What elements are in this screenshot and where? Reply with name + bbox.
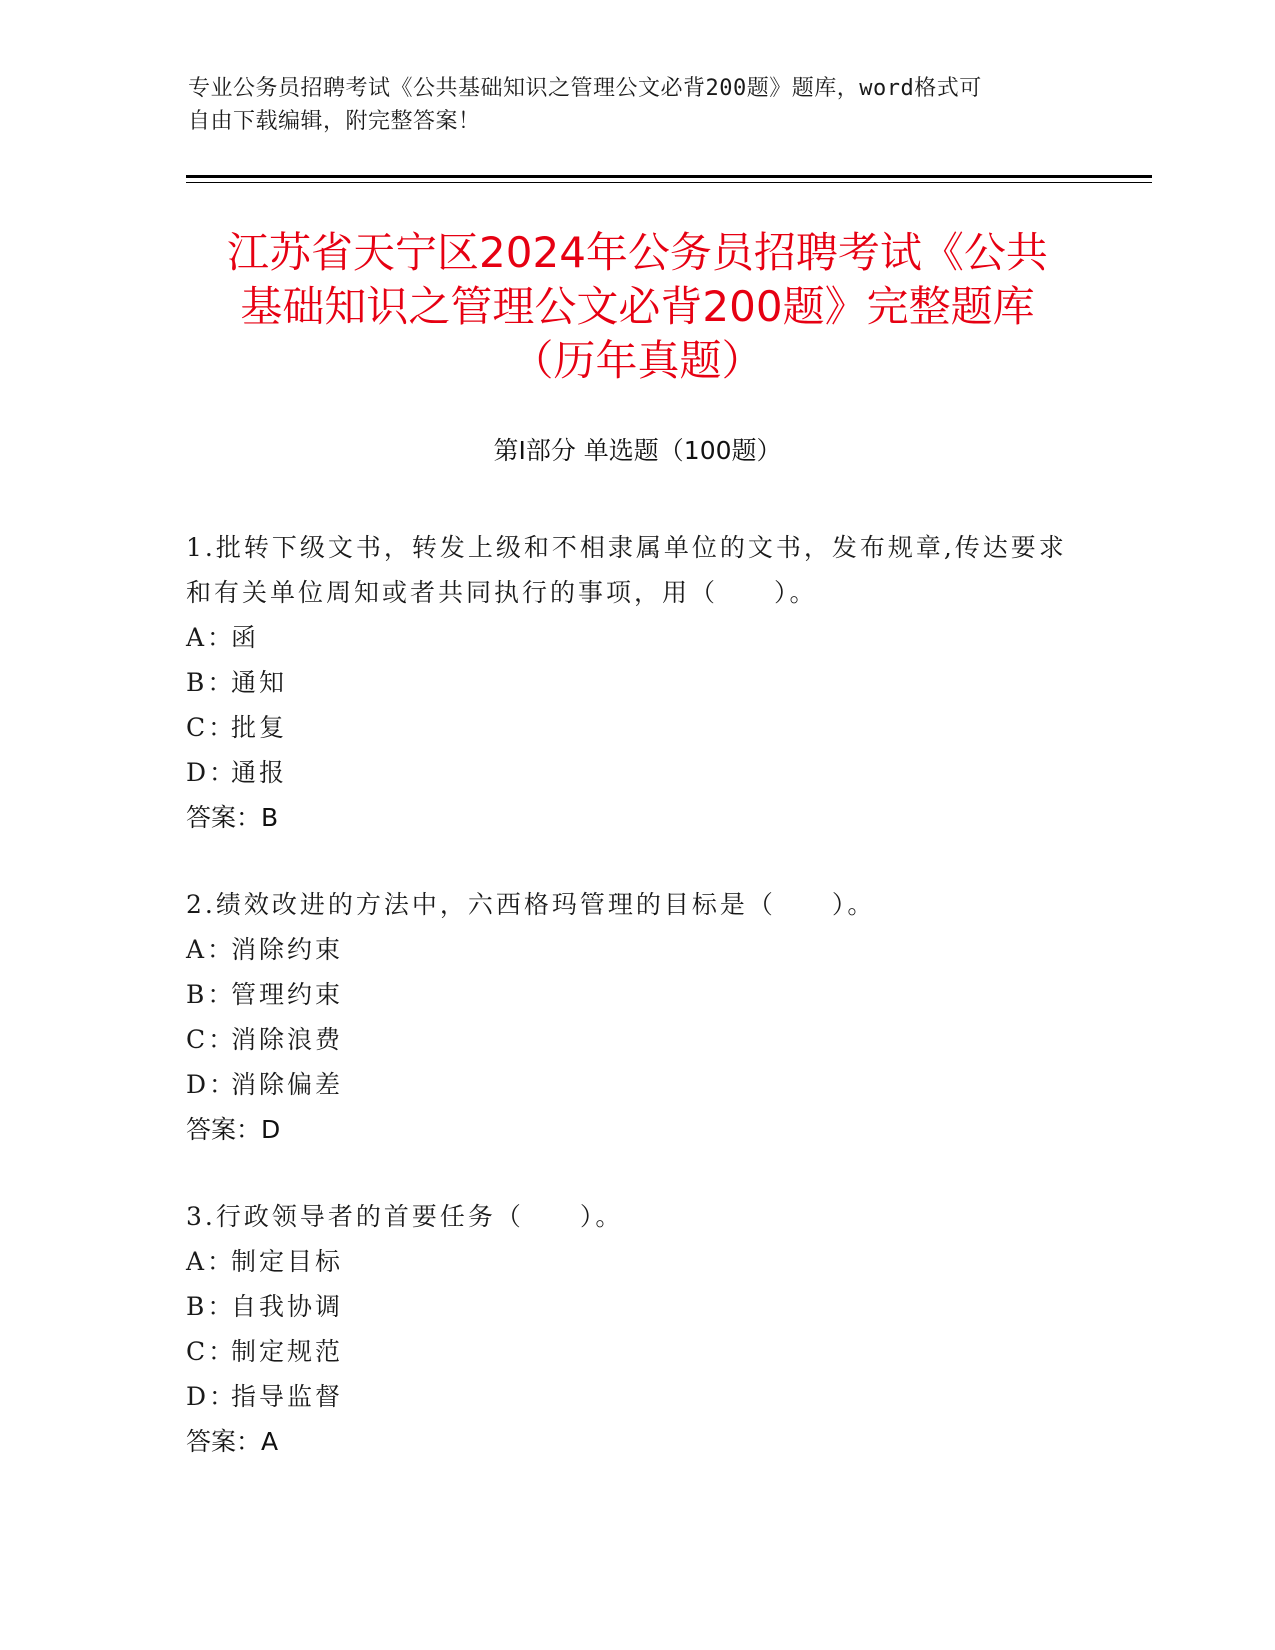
question-option: [186, 660, 1086, 705]
option-key: C：: [186, 1025, 237, 1054]
question-option: [186, 1017, 1086, 1062]
question-option: [186, 1062, 1086, 1107]
option-key: A：: [186, 623, 236, 652]
question-item: [186, 882, 1086, 1152]
question-option: [186, 1329, 1086, 1374]
option-text: 指导监督: [231, 1382, 344, 1411]
option-text: 批复: [231, 713, 288, 742]
question-option: [186, 615, 1086, 660]
section-heading: 第Ⅰ部分 单选题（100题）: [493, 436, 782, 465]
question-option: [186, 1239, 1086, 1284]
option-key: D：: [186, 1070, 238, 1099]
question-option: [186, 705, 1086, 750]
option-key: D：: [186, 1382, 238, 1411]
option-text: 制定规范: [231, 1337, 344, 1366]
option-text: 消除偏差: [231, 1070, 344, 1099]
option-key: C：: [186, 713, 237, 742]
document-title: [150, 226, 1125, 388]
question-stem: 1.批转下级文书，转发上级和不相隶属单位的文书，发布规章,传达要求和有关单位周知或者共同执行的事项，用（ ）。: [186, 533, 1067, 607]
document-title-line-3: （历年真题）: [511, 336, 764, 385]
question-item: [186, 525, 1086, 840]
header-divider-thin: [186, 182, 1152, 183]
question-option: [186, 927, 1086, 972]
question-option: [186, 972, 1086, 1017]
question-option: [186, 750, 1086, 795]
option-key: B：: [186, 980, 236, 1009]
question-option: [186, 1284, 1086, 1329]
option-text: 通报: [231, 758, 288, 787]
header-note-line-2: 自由下载编辑，附完整答案！: [188, 109, 481, 134]
question-stem: 2.绩效改进的方法中，六西格玛管理的目标是（ ）。: [186, 890, 876, 919]
header-note: [188, 72, 1088, 138]
option-key: D：: [186, 758, 238, 787]
question-answer: 答案：A: [186, 1427, 279, 1456]
question-item: [186, 1194, 1086, 1464]
option-text: 自我协调: [231, 1292, 344, 1321]
option-text: 消除浪费: [231, 1025, 344, 1054]
question-answer: 答案：B: [186, 803, 279, 832]
question-answer: 答案：D: [186, 1115, 281, 1144]
option-text: 函: [231, 623, 260, 652]
option-key: A：: [186, 935, 236, 964]
question-stem: 3.行政领导者的首要任务（ ）。: [186, 1202, 624, 1231]
question-list: [186, 525, 1086, 1506]
option-key: B：: [186, 668, 236, 697]
option-text: 消除约束: [231, 935, 344, 964]
document-title-line-2: 基础知识之管理公文必背200题》完整题库: [240, 282, 1035, 331]
option-text: 通知: [231, 668, 288, 697]
option-text: 管理约束: [231, 980, 344, 1009]
option-key: B：: [186, 1292, 236, 1321]
question-option: [186, 1374, 1086, 1419]
header-divider-thick: [186, 175, 1152, 178]
document-title-line-1: 江苏省天宁区2024年公务员招聘考试《公共: [227, 228, 1048, 277]
option-key: C：: [186, 1337, 237, 1366]
option-key: A：: [186, 1247, 236, 1276]
header-note-line-1: 专业公务员招聘考试《公共基础知识之管理公文必背200题》题库，word格式可: [188, 76, 982, 101]
option-text: 制定目标: [231, 1247, 344, 1276]
